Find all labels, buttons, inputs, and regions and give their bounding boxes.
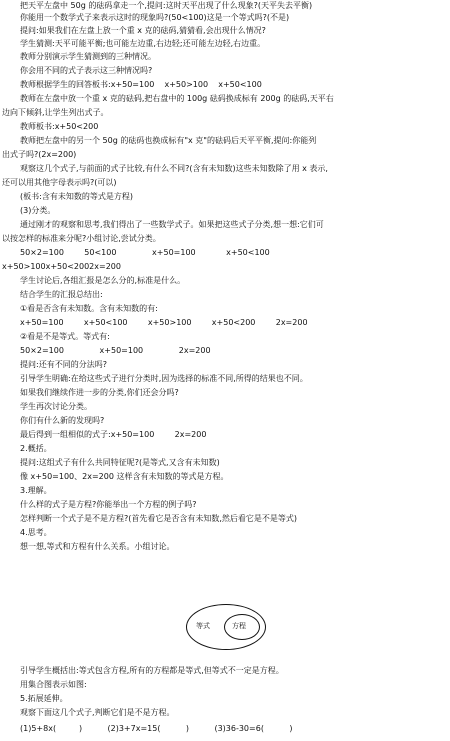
outer-set-label: 等式 [196, 622, 210, 630]
text-line: 出式子吗?(2x=200) [2, 150, 77, 159]
text-line: 引导学生概括出:等式包含方程,所有的方程都是等式,但等式不一定是方程。 [20, 666, 284, 675]
text-line: 3.理解。 [20, 486, 52, 495]
text-line: 学生猜测:天平可能平衡;也可能左边重,右边轻;还可能左边轻,右边重。 [20, 39, 266, 48]
text-line: 你能用一个数学式子来表示这时的现象吗?(50<100)这是一个等式吗?(不是) [20, 13, 290, 22]
text-line: 把天平左盘中 50g 的砝码拿走一个,提问:这时天平出现了什么现象?(天平失去平衡) [20, 1, 313, 10]
text-line: 教师在左盘中放一个重 x 克的砝码,把右盘中的 100g 砝码换成标有 200g 的砝码,天平右 [20, 94, 334, 103]
text-line: 50×2=100 50<100 x+50=100 x+50<100 [20, 248, 270, 257]
set-diagram [186, 604, 266, 650]
text-line: 教师把左盘中的另一个 50g 的砝码也换成标有"x 克"的砝码后天平平衡,提问:你能列 [20, 136, 317, 145]
text-line: 5.拓展延伸。 [20, 694, 68, 703]
text-line: 你会用不同的式子表示这三种情况吗? [20, 66, 153, 75]
text-line: 你们有什么新的发现吗? [20, 416, 105, 425]
text-line: 50×2=100 x+50=100 2x=200 [20, 346, 211, 355]
text-line: 提问:如果我们在左盘上放一个重 x 克的砝码,猜猜看,会出现什么情况? [20, 26, 266, 35]
text-line: 提问:还有不同的分法吗? [20, 360, 107, 369]
exercise-line: (1)5+8x( ) (2)3+7x=15( ) (3)36-30=6( ) [20, 724, 293, 733]
text-line: 学生讨论后,各组汇报是怎么分的,标准是什么。 [20, 276, 186, 285]
text-line: 4.思考。 [20, 528, 52, 537]
text-line: 想一想,等式和方程有什么关系。小组讨论。 [20, 542, 175, 551]
text-line: 教师分别演示学生猜测到的三种情况。 [20, 52, 156, 61]
text-line: 边向下倾斜,让学生列出式子。 [2, 108, 109, 117]
text-line: 提问:这组式子有什么共同特征呢?(是等式,又含有未知数) [20, 458, 220, 467]
text-line: 以按怎样的标准来分呢?小组讨论,尝试分类。 [2, 234, 161, 243]
text-line: (板书:含有未知数的等式是方程) [20, 192, 133, 201]
text-line: 怎样判断一个式子是不是方程?(首先看它是否含有未知数,然后看它是不是等式) [20, 514, 298, 523]
inner-set-label: 方程 [232, 622, 246, 630]
text-line: 最后得到一组相似的式子:x+50=100 2x=200 [20, 430, 207, 439]
text-line: 用集合图表示如图: [20, 680, 87, 689]
text-line: 结合学生的汇报总结出: [20, 290, 103, 299]
text-line: 还可以用其他字母表示吗?(可以) [2, 178, 117, 187]
text-line: x+50>100x+50<2002x=200 [2, 262, 121, 271]
text-line: 通过刚才的观察和思考,我们得出了一些数学式子。如果把这些式子分类,想一想:它们可 [20, 220, 324, 229]
text-line: x+50=100 x+50<100 x+50>100 x+50<200 2x=200 [20, 318, 308, 327]
text-line: 什么样的式子是方程?你能举出一个方程的例子吗? [20, 500, 197, 509]
text-line: 学生再次讨论分类。 [20, 402, 92, 411]
text-line: ①看是否含有未知数。含有未知数的有: [20, 304, 158, 313]
text-line: (3)分类。 [20, 206, 56, 215]
text-line: 教师板书:x+50<200 [20, 122, 99, 131]
text-line: ②看是不是等式。等式有: [20, 332, 110, 341]
text-line: 观察下面这几个式子,判断它们是不是方程。 [20, 708, 175, 717]
text-line: 引导学生明确:在给这些式子进行分类时,因为选择的标准不同,所得的结果也不同。 [20, 374, 308, 383]
text-line: 2.概括。 [20, 444, 52, 453]
text-line: 如果我们继续作进一步的分类,你们还会分吗? [20, 388, 179, 397]
text-line: 像 x+50=100、2x=200 这样含有未知数的等式是方程。 [20, 472, 229, 481]
text-line: 观察这几个式子,与前面的式子比较,有什么不同?(含有未知数)这些未知数除了用 x 表示, [20, 164, 328, 173]
text-line: 教师根据学生的回答板书:x+50=100 x+50>100 x+50<100 [20, 80, 262, 89]
